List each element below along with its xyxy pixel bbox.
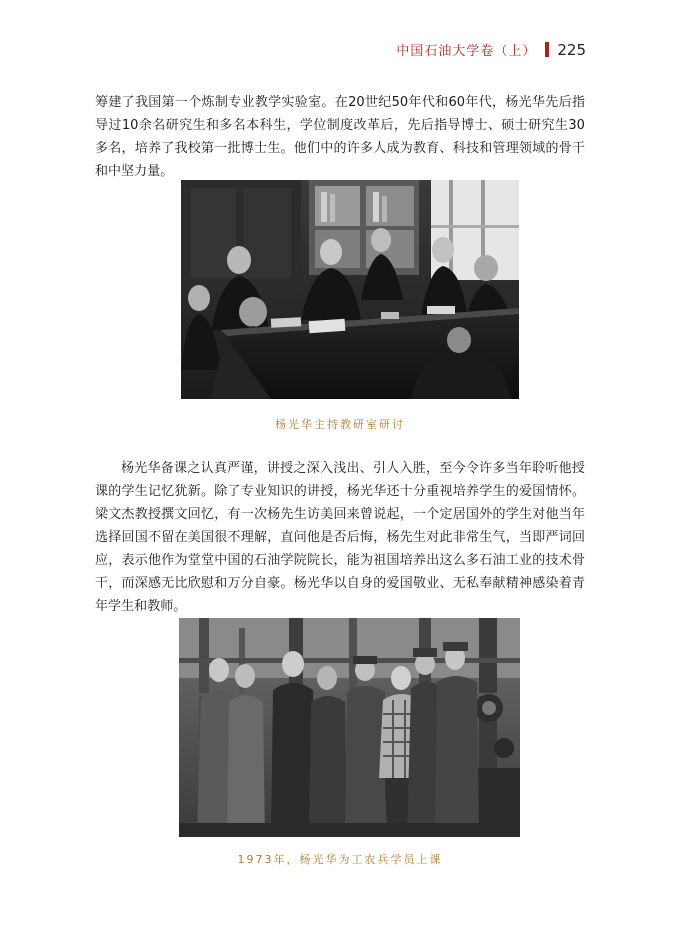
book-title: 中国石油大学卷（上）	[396, 44, 537, 59]
body-paragraph-1: 筹建了我国第一个炼制专业教学实验室。在20世纪50年代和60年代，杨光华先后指导过10余名研究生和多名本科生，学位制度改革后，先后指导博士、硕士研究生30多名，培养了我校第一批博士生。他们中的许多人成为教育、科技和管理领域的骨干和中坚力量。	[95, 95, 585, 179]
figure-caption-2: 1973年，杨光华为工农兵学员上课	[237, 853, 443, 866]
photo-seminar	[181, 180, 519, 399]
photo-workers-students	[179, 618, 520, 837]
body-paragraph-2: 杨光华备课之认真严谨，讲授之深入浅出、引人入胜，至今令许多当年聆听他授课的学生记忆犹新。除了专业知识的讲授，杨光华还十分重视培养学生的爱国情怀。梁文杰教授撰文回忆，有一次杨先生访美回来曾说起，一个定居国外的学生对他当年选择回国不留在美国很不理解，直问他是否后悔，杨先生对此非常生气，当即严词回应，表示他作为堂堂中国的石油学院院长，能为祖国培养出这么多石油工业的技术骨干，而深感无比欣慰和万分自豪。杨光华以自身的爱国敬业、无私奉献精神感染着青年学生和教师。	[95, 461, 585, 614]
page-number: 225	[557, 40, 586, 59]
header-divider-bar	[545, 42, 549, 57]
figure-caption-1: 杨光华主持教研室研讨	[275, 418, 405, 431]
running-header	[396, 40, 586, 59]
